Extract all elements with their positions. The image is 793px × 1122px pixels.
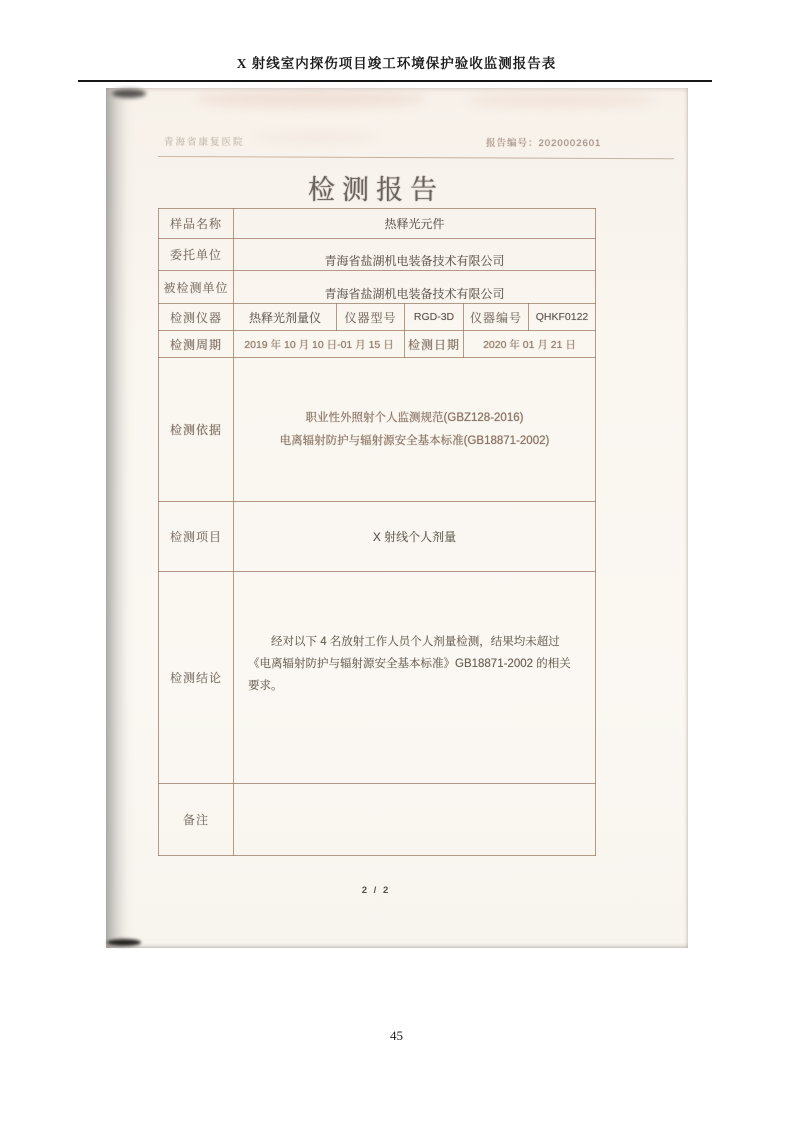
scan-spine-shadow: [106, 88, 136, 948]
table-row: [159, 239, 596, 271]
basis-value: [234, 358, 596, 502]
client-value: 青海省盐湖机电装备技术有限公司: [234, 239, 596, 271]
scan-page-indicator: 2 / 2: [361, 885, 391, 896]
page-number: 45: [390, 1028, 403, 1043]
tested-unit-label: 被检测单位: [159, 271, 234, 304]
scan-bottom-mark: [107, 939, 141, 946]
scan-artifact: [196, 91, 426, 107]
issuing-org-name: 青海省康复医院: [164, 137, 245, 148]
report-number: 报告编号：2020002601: [486, 138, 602, 149]
table-row: [159, 271, 596, 304]
items-label: 检测项目: [159, 502, 234, 572]
period-value: 2019 年 10 月 10 日-01 月 15 日: [234, 331, 405, 358]
table-row: [159, 572, 596, 784]
test-date-label: 检测日期: [405, 331, 464, 358]
table-row: [159, 502, 596, 572]
table-row: [159, 304, 596, 331]
table-row: [159, 358, 596, 502]
conclusion-label: 检测结论: [159, 572, 234, 784]
remark-label: 备注: [159, 784, 234, 856]
report-title: 检测报告: [308, 175, 444, 205]
scan-artifact: [256, 133, 376, 143]
remark-value: [234, 784, 596, 856]
sample-name-label: 样品名称: [159, 209, 234, 239]
test-date-value: 2020 年 01 月 21 日: [464, 331, 596, 358]
conclusion-value: 经对以下 4 名放射工作人员个人剂量检测，结果均未超过《电离辐射防护与辐射源安全基本标准》GB18871-2002 的相关要求。: [234, 572, 596, 784]
sample-name-value: 热释光元件: [234, 209, 596, 239]
table-row: [159, 209, 596, 239]
scanned-report-sheet: [106, 88, 688, 948]
serial-value: QHKF0122: [529, 304, 596, 331]
model-label: 仪器型号: [337, 304, 405, 331]
basis-label: 检测依据: [159, 358, 234, 502]
scan-artifact: [466, 93, 656, 107]
items-value: X 射线个人剂量: [234, 502, 596, 572]
header-divider: [78, 80, 712, 82]
table-row: [159, 784, 596, 856]
instrument-label: 检测仪器: [159, 304, 234, 331]
serial-label: 仪器编号: [464, 304, 529, 331]
scan-corner-smudge: [112, 89, 146, 98]
basis-line-1: 职业性外照射个人监测规范(GBZ128-2016): [305, 412, 524, 425]
client-label: 委托单位: [159, 239, 234, 271]
instrument-value: 热释光剂量仪: [234, 304, 337, 331]
model-value: RGD-3D: [405, 304, 464, 331]
document-header-title: X 射线室内探伤项目竣工环境保护验收监测报告表: [236, 56, 557, 71]
tested-unit-value: 青海省盐湖机电装备技术有限公司: [234, 271, 596, 304]
basis-line-2: 电离辐射防护与辐射源安全基本标准(GB18871-2002): [279, 434, 550, 447]
report-table: [158, 208, 596, 856]
table-row: [159, 331, 596, 358]
period-label: 检测周期: [159, 331, 234, 358]
letterhead-divider: [158, 156, 674, 159]
